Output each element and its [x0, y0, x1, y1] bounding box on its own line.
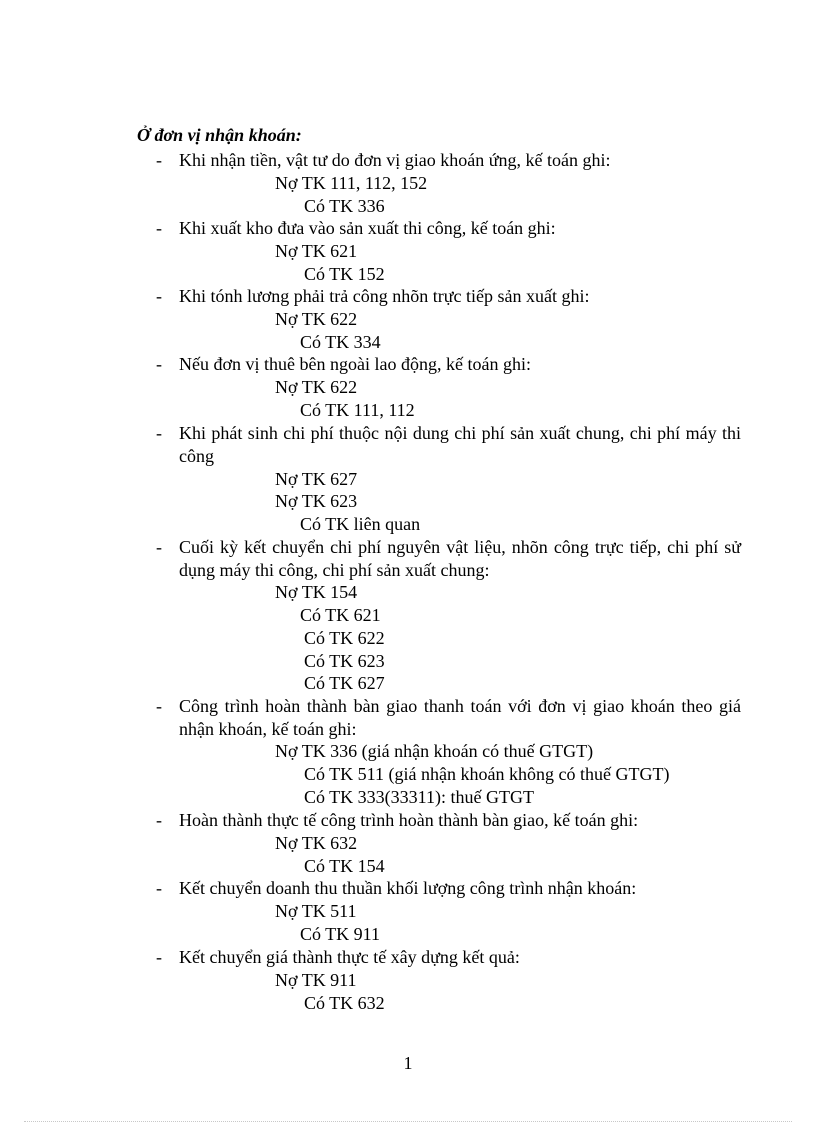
- debit-entry: Nợ TK 511: [275, 901, 357, 921]
- credit-entry: Có TK 154: [304, 856, 385, 876]
- credit-entry: Có TK 621: [300, 605, 381, 625]
- item-description: Khi phát sinh chi phí thuộc nội dung chi phí sản xuất chung, chi phí máy thi công: [179, 423, 741, 466]
- item-description: Cuối kỳ kết chuyển chi phí nguyên vật liệu, nhõn công trực tiếp, chi phí sử dụng máy thi công, chi phí sản xuất chung:: [179, 537, 741, 580]
- credit-entry: Có TK liên quan: [300, 514, 421, 534]
- item-description: Khi nhận tiền, vật tư do đơn vị giao khoán ứng, kế toán ghi:: [179, 150, 611, 170]
- credit-entry: Có TK 334: [300, 332, 381, 352]
- credit-entry: Có TK 333(33311): thuế GTGT: [304, 787, 534, 807]
- credit-entry: Có TK 627: [304, 673, 385, 693]
- debit-entry: Nợ TK 622: [275, 309, 358, 329]
- credit-entry: Có TK 152: [304, 264, 385, 284]
- section-heading: Ở đơn vị nhận khoán:: [137, 125, 302, 145]
- credit-entry: Có TK 111, 112: [300, 400, 415, 420]
- bullet-dash: -: [156, 150, 162, 170]
- bullet-dash: -: [156, 947, 162, 967]
- bullet-dash: -: [156, 696, 162, 716]
- page-bottom-divider: [24, 1121, 792, 1122]
- debit-entry: Nợ TK 623: [275, 491, 358, 511]
- credit-entry: Có TK 511 (giá nhận khoán không có thuế GTGT): [304, 764, 670, 784]
- page-number: 1: [403, 1053, 413, 1073]
- credit-entry: Có TK 623: [304, 651, 385, 671]
- debit-entry: Nợ TK 336 (giá nhận khoán có thuế GTGT): [275, 741, 594, 761]
- debit-entry: Nợ TK 622: [275, 377, 358, 397]
- credit-entry: Có TK 911: [300, 924, 381, 944]
- debit-entry: Nợ TK 627: [275, 469, 358, 489]
- bullet-dash: -: [156, 218, 162, 238]
- item-description: Kết chuyển doanh thu thuần khối lượng công trình nhận khoán:: [179, 878, 637, 898]
- item-description: Nếu đơn vị thuê bên ngoài lao động, kế toán ghi:: [179, 354, 531, 374]
- debit-entry: Nợ TK 111, 112, 152: [275, 173, 428, 193]
- item-description: Khi tónh lương phải trả công nhõn trực tiếp sản xuất ghi:: [179, 286, 590, 306]
- debit-entry: Nợ TK 154: [275, 582, 358, 602]
- credit-entry: Có TK 632: [304, 993, 385, 1013]
- debit-entry: Nợ TK 621: [275, 241, 358, 261]
- bullet-dash: -: [156, 878, 162, 898]
- bullet-dash: -: [156, 423, 162, 443]
- item-description: Hoàn thành thực tế công trình hoàn thành bàn giao, kế toán ghi:: [179, 810, 639, 830]
- item-description: Công trình hoàn thành bàn giao thanh toán với đơn vị giao khoán theo giá nhận khoán, kế toán ghi:: [179, 696, 741, 739]
- item-description: Kết chuyển giá thành thực tế xây dựng kết quả:: [179, 947, 520, 967]
- bullet-dash: -: [156, 537, 162, 557]
- bullet-dash: -: [156, 286, 162, 306]
- bullet-dash: -: [156, 810, 162, 830]
- debit-entry: Nợ TK 632: [275, 833, 358, 853]
- debit-entry: Nợ TK 911: [275, 970, 357, 990]
- credit-entry: Có TK 336: [304, 196, 385, 216]
- item-description: Khi xuất kho đưa vào sản xuất thi công, kế toán ghi:: [179, 218, 556, 238]
- bullet-dash: -: [156, 354, 162, 374]
- credit-entry: Có TK 622: [304, 628, 385, 648]
